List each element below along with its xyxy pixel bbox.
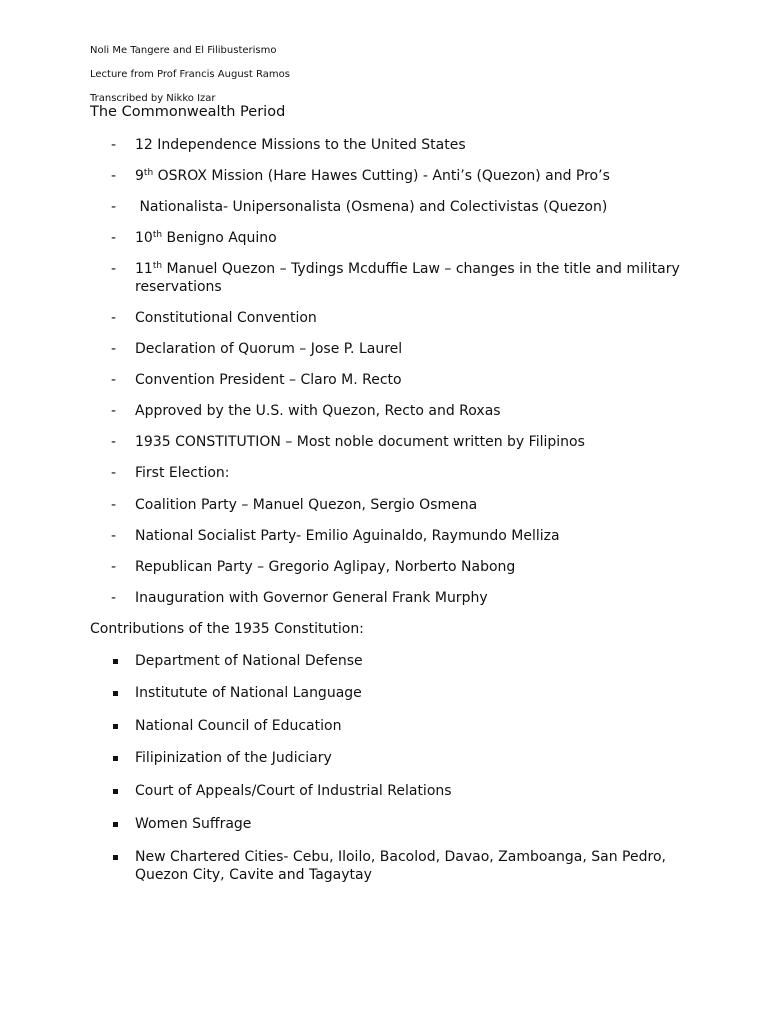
item-body: Declaration of Quorum – Jose P. Laurel (135, 341, 403, 357)
contributions-heading: Contributions of the 1935 Constitution: (90, 621, 364, 637)
item-body: Coalition Party – Manuel Quezon, Sergio Osmena (135, 497, 478, 513)
item-body: Constitutional Convention (135, 310, 317, 326)
list-item-text (135, 198, 695, 216)
dash-bullet: - (111, 434, 117, 450)
item-body: Inauguration with Governor General Frank Murphy (135, 590, 488, 606)
square-bullet-icon (113, 659, 118, 664)
ordinal-suffix: th (152, 230, 163, 240)
list-item-text (135, 136, 695, 154)
item-body: Republican Party – Gregorio Aglipay, Norberto Nabong (135, 559, 516, 575)
ordinal-suffix: th (143, 168, 154, 178)
dash-bullet: - (111, 137, 117, 153)
dash-bullet: - (111, 403, 117, 419)
square-bullet-icon (113, 822, 118, 827)
item-body: OSROX Mission (Hare Hawes Cutting) - Anti’s (Quezon) and Pro’s (153, 168, 610, 184)
list-item-text (135, 558, 695, 576)
list-item-text (135, 496, 695, 514)
dash-bullet: - (111, 310, 117, 326)
list-item-text: Women Suffrage (135, 816, 252, 832)
list-item-text: Department of National Defense (135, 653, 363, 669)
dash-bullet: - (111, 261, 117, 277)
list-item-text (135, 589, 695, 607)
section-heading: The Commonwealth Period (90, 104, 286, 120)
dash-bullet: - (111, 372, 117, 388)
item-body: 12 Independence Missions to the United States (135, 137, 466, 153)
item-body: Benigno Aquino (162, 230, 277, 246)
list-item-text (135, 229, 695, 247)
dash-bullet: - (111, 528, 117, 544)
list-item-text (135, 402, 695, 420)
ordinal-number: 10 (135, 230, 153, 246)
ordinal-suffix: th (152, 261, 163, 271)
square-bullet-icon (113, 756, 118, 761)
list-item-text: National Council of Education (135, 718, 342, 734)
dash-bullet: - (111, 497, 117, 513)
list-item-text (135, 527, 695, 545)
list-item-text: New Chartered Cities- Cebu, Iloilo, Bacolod, Davao, Zamboanga, San Pedro, Quezon City, Cavite and Tagaytay (135, 849, 666, 883)
item-body: Manuel Quezon – Tydings Mcduffie Law – changes in the title and military reservations (135, 261, 685, 295)
square-bullet-icon (113, 855, 118, 860)
ordinal-number: 11 (135, 261, 153, 277)
list-item-text (135, 433, 695, 451)
dash-bullet: - (111, 590, 117, 606)
square-bullet-icon (113, 789, 118, 794)
item-body: 1935 CONSTITUTION – Most noble document written by Filipinos (135, 434, 585, 450)
item-body: Approved by the U.S. with Quezon, Recto and Roxas (135, 403, 501, 419)
list-item-text (135, 309, 695, 327)
list-item-text (135, 371, 695, 389)
dash-bullet: - (111, 168, 117, 184)
list-item-text (135, 167, 695, 185)
course-title: Noli Me Tangere and El Filibusterismo (90, 45, 277, 56)
lecture-credit: Lecture from Prof Francis August Ramos (90, 69, 290, 80)
dash-bullet: - (111, 465, 117, 481)
dash-bullet: - (111, 559, 117, 575)
item-body: First Election: (135, 465, 230, 481)
list-item-text (135, 340, 695, 358)
list-item-text: Institutute of National Language (135, 685, 362, 701)
list-item-text: Court of Appeals/Court of Industrial Relations (135, 783, 452, 799)
dash-bullet: - (111, 341, 117, 357)
ordinal-number: 9 (135, 168, 144, 184)
square-bullet-icon (113, 724, 118, 729)
list-item-text (135, 464, 695, 482)
transcriber-credit: Transcribed by Nikko Izar (90, 93, 216, 104)
list-item-text: Filipinization of the Judiciary (135, 750, 332, 766)
list-item-text (135, 260, 695, 296)
item-body: Convention President – Claro M. Recto (135, 372, 402, 388)
dash-bullet: - (111, 230, 117, 246)
item-body: Nationalista- Unipersonalista (Osmena) and Colectivistas (Quezon) (135, 199, 608, 215)
dash-bullet: - (111, 199, 117, 215)
square-bullet-icon (113, 691, 118, 696)
item-body: National Socialist Party- Emilio Aguinaldo, Raymundo Melliza (135, 528, 560, 544)
